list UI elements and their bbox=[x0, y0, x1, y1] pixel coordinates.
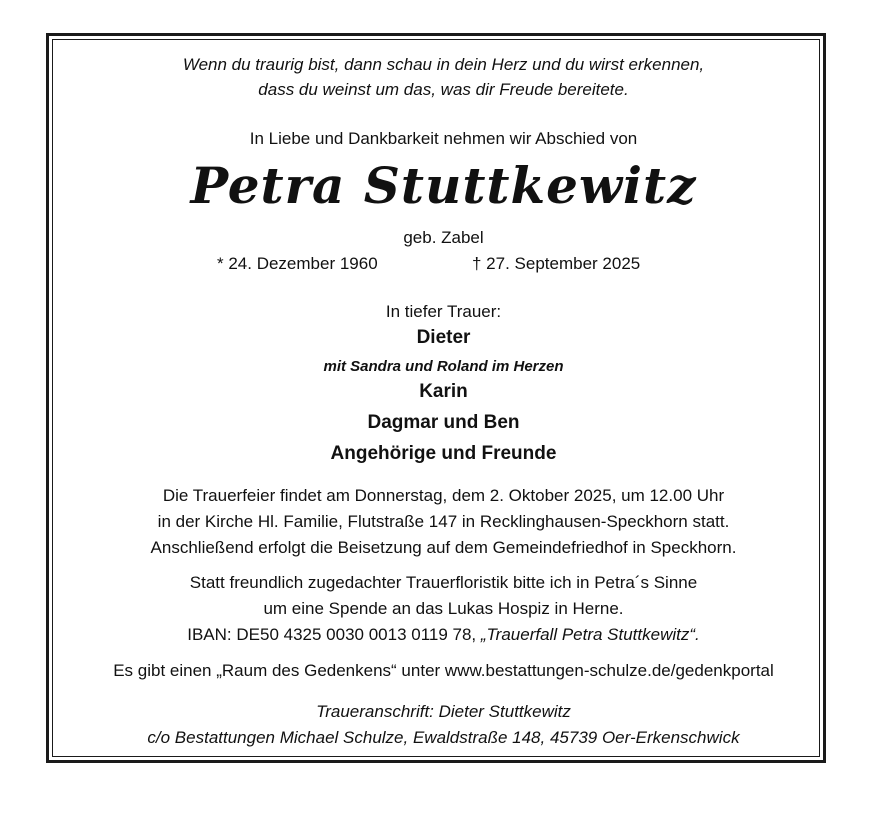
mourner-dagmar-ben: Dagmar und Ben bbox=[367, 412, 520, 433]
donation-line-2: um eine Spende an das Lukas Hospiz in Herne. bbox=[263, 599, 624, 618]
mourner-children: mit Sandra und Roland im Herzen bbox=[323, 358, 564, 375]
quote-line-1: Wenn du traurig bist, dann schau in dein Herz und du wirst erkennen, bbox=[182, 55, 705, 74]
ceremony-line-2: in der Kirche Hl. Familie, Flutstraße 147 in Recklinghausen-Speckhorn statt. bbox=[157, 512, 730, 531]
mourner-relatives: Angehörige und Freunde bbox=[330, 443, 557, 464]
donation-iban bbox=[0, 624, 887, 646]
address-line-2: c/o Bestattungen Michael Schulze, Ewaldstraße 148, 45739 Oer-Erkenschwick bbox=[147, 728, 740, 747]
deceased-name: Petra Stuttkewitz bbox=[190, 156, 697, 215]
farewell-intro: In Liebe und Dankbarkeit nehmen wir Abschied von bbox=[249, 129, 638, 148]
mourners-heading: In tiefer Trauer: bbox=[385, 302, 502, 321]
ceremony-line-3: Anschließend erfolgt die Beisetzung auf dem Gemeindefriedhof in Speckhorn. bbox=[150, 538, 737, 557]
mourner-karin: Karin bbox=[419, 381, 468, 402]
birth-name: geb. Zabel bbox=[403, 228, 484, 247]
quote-line-2: dass du weinst um das, was dir Freude bereitete. bbox=[258, 80, 629, 99]
birth-date: * 24. Dezember 1960 bbox=[217, 254, 378, 273]
iban-reference: „Trauerfall Petra Stuttkewitz“. bbox=[480, 625, 700, 644]
mourner-dieter: Dieter bbox=[416, 327, 471, 348]
memorial-portal-notice: Es gibt einen „Raum des Gedenkens“ unter www.bestattungen-schulze.de/gedenkportal bbox=[113, 661, 774, 680]
address-line-1: Traueranschrift: Dieter Stuttkewitz bbox=[316, 702, 571, 721]
ceremony-line-1: Die Trauerfeier findet am Donnerstag, dem 2. Oktober 2025, um 12.00 Uhr bbox=[162, 486, 725, 505]
iban-number: IBAN: DE50 4325 0030 0013 0119 78, bbox=[187, 625, 481, 644]
donation-line-1: Statt freundlich zugedachter Trauerfloristik bitte ich in Petra´s Sinne bbox=[189, 573, 698, 592]
death-date: † 27. September 2025 bbox=[472, 254, 641, 273]
